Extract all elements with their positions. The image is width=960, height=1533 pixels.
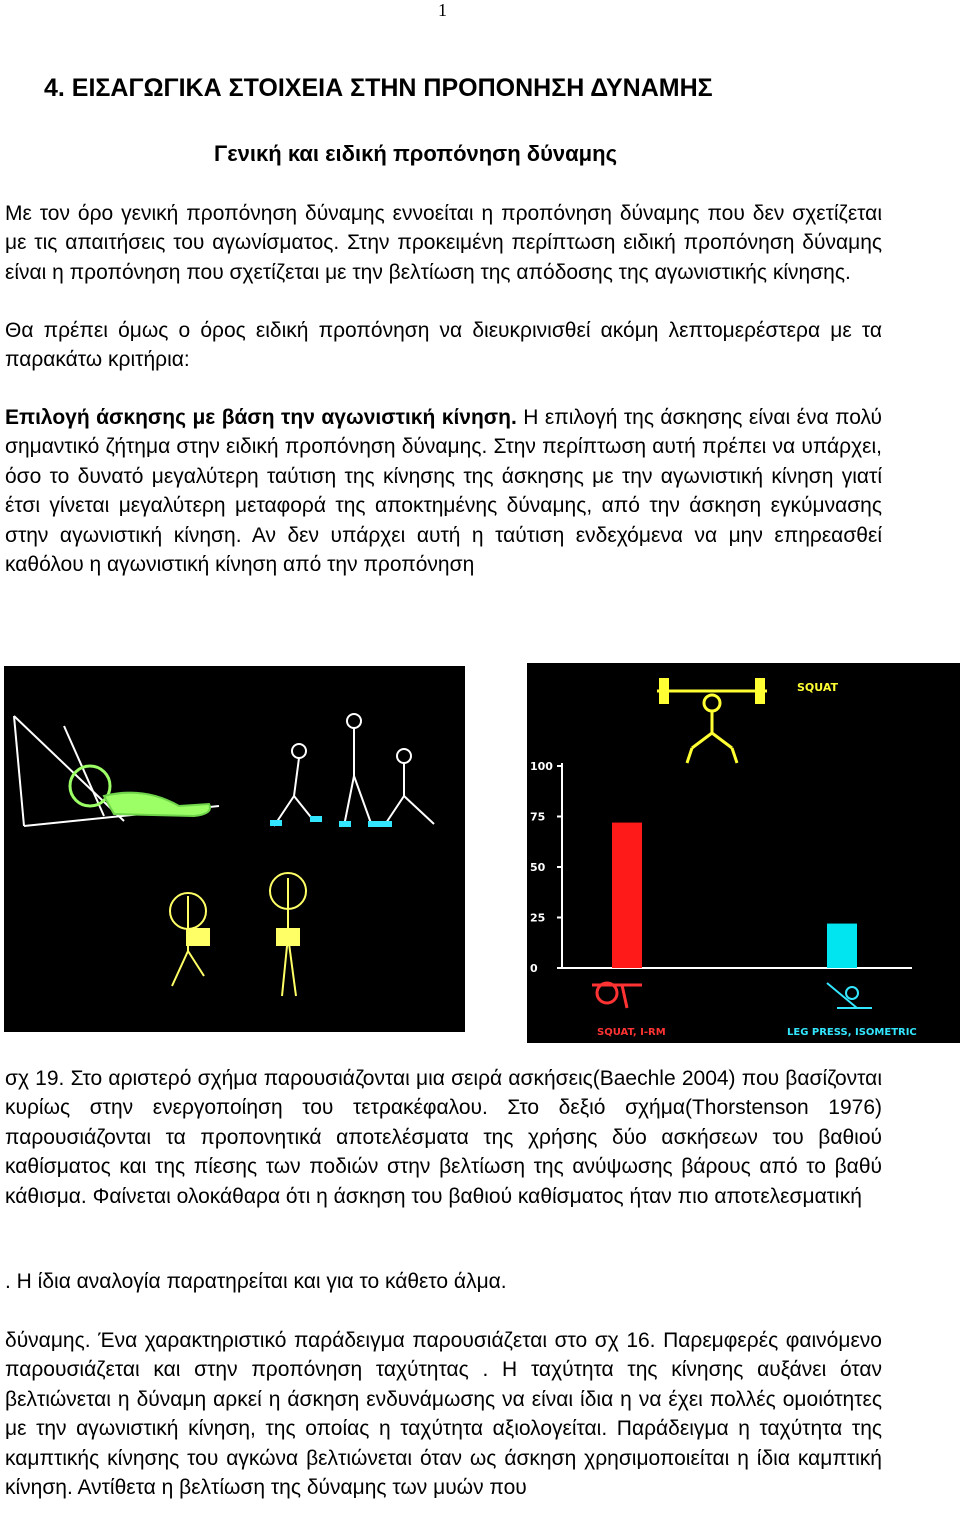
y-tick-label: 50 xyxy=(530,861,546,874)
paragraph-lead-bold: Επιλογή άσκησης με βάση την αγωνιστική κίνηση. xyxy=(5,406,517,429)
figure-caption: σχ 19. Στο αριστερό σχήμα παρουσιάζονται μια σειρά ασκήσεις(Baechle 2004) που βασίζονται κυρίως στην ενεργοποίηση του τετρακέφαλου. Στο δεξιό σχήμα(Thorstenson 1976) παρουσιάζονται τα προπονητικά αποτελέσματα της χρήσης δύο ασκήσεων του βαθιού καθίσματος και της πίεσης των ποδιών στην βελτίωση της ανύψωσης βάρους από το βαθύ κάθισμα. Φαίνεται ολοκάθαρα ότι η άσκηση του βαθιού καθίσματος ήταν πιο αποτελεσματική xyxy=(5,1067,882,1208)
squat-rm-icon xyxy=(592,983,642,1008)
y-tick-label: 75 xyxy=(530,810,546,824)
figure-right-chart xyxy=(527,663,960,1043)
bar-leg-press xyxy=(827,924,857,968)
paragraph-vertical-jump: . Η ίδια αναλογία παρατηρείται και για το κάθετο άλμα. xyxy=(5,1270,507,1293)
plate-right-shape xyxy=(755,678,765,704)
subsection-heading: Γενική και ειδική προπόνηση δύναμης xyxy=(214,141,618,166)
shorts-shape xyxy=(186,928,210,946)
lunge-figures xyxy=(274,714,434,826)
body-shape xyxy=(104,793,210,816)
paragraph-general-training: Με τον όρο γενική προπόνηση δύναμης εννοείται η προπόνηση δύναμης που δεν σχετίζεται με τις απαιτήσεις του αγωνίσματος. Στην προκειμένη περίπτωση ειδική προπόνηση δύναμης είναι η προπόνηση που σχετίζεται με την βελτίωση της απόδοσης της αγωνιστικής κίνησης. xyxy=(5,202,882,284)
figure-left-exercises xyxy=(4,666,465,1032)
bar-squat xyxy=(612,823,642,968)
squat-label: SQUAT xyxy=(797,681,839,694)
shorts-shape xyxy=(276,928,300,946)
paragraph-speed-training: δύναμης. Ένα χαρακτηριστικό παράδειγμα παρουσιάζεται στο σχ 16. Παρεμφερές φαινόμενο παρουσιάζεται και στην προπόνηση ταχύτητας . Η ταχύτητα της κίνησης αυξάνει όταν βελτιώνεται η δύναμη αρκεί η άσκηση ενδυνάμωσης να είναι ίδια η να έχει πολλές ομοιότητες με την αγωνιστική κίνηση, της οποίας η ταχύτητα αξιολογείται. Παράδειγμα η ταχύτητα της καμπτικής κίνησης του αγκώνα βελτιώνεται όταν ως άσκηση χρησιμοποιείται η ίδια καμπτική κίνηση. Αντίθετα η βελτίωση της δύναμης των μυών που xyxy=(5,1329,882,1500)
lunge-shoes xyxy=(270,816,392,827)
squat-figure-icon xyxy=(657,691,767,763)
bar-label-leg-press: LEG PRESS, ISOMETRIC xyxy=(787,1027,917,1038)
paragraph-body: Η επιλογή της άσκησης είναι ένα πολύ σημαντικό ζήτημα στην ειδική προπόνηση δύναμης. Στην περίπτωση αυτή πρέπει να υπάρχει, όσο το δυνατό μεγαλύτερη ταύτιση της κίνησης της άσκησης με την αγωνιστική κίνηση γιατί έτσι γίνεται μεγαλύτερη μεταφορά της αποκτημένης δύναμης, από την άσκηση εγκύμνασης στην αγωνιστική κίνηση. Αν δεν υπάρχει αυτή η ταύτιση ενδεχόμενα να μην επηρεασθεί καθόλου η αγωνιστική κίνηση από την προπόνηση xyxy=(5,406,882,577)
paragraph-criteria-intro: Θα πρέπει όμως ο όρος ειδική προπόνηση να διευκρινισθεί ακόμη λεπτομερέστερα με τα παρακάτω κριτήρια: xyxy=(5,319,882,372)
y-tick-label: 0 xyxy=(530,962,538,975)
bar-chart xyxy=(527,663,960,1043)
section-heading: 4. ΕΙΣΑΓΩΓΙΚΑ ΣΤΟΙΧΕΙΑ ΣΤΗΝ ΠΡΟΠΟΝΗΣΗ ΔΥΝΑΜΗΣ xyxy=(44,74,713,102)
y-tick-label: 100 xyxy=(530,760,553,773)
exercise-illustrations xyxy=(4,666,465,1032)
plate-left-shape xyxy=(659,678,669,704)
bar-label-squat: SQUAT, I-RM xyxy=(597,1027,666,1038)
page-number: 1 xyxy=(438,0,447,20)
paragraph-exercise-selection xyxy=(5,403,882,579)
y-tick-label: 25 xyxy=(530,911,546,925)
leg-press-icon xyxy=(827,983,872,1008)
